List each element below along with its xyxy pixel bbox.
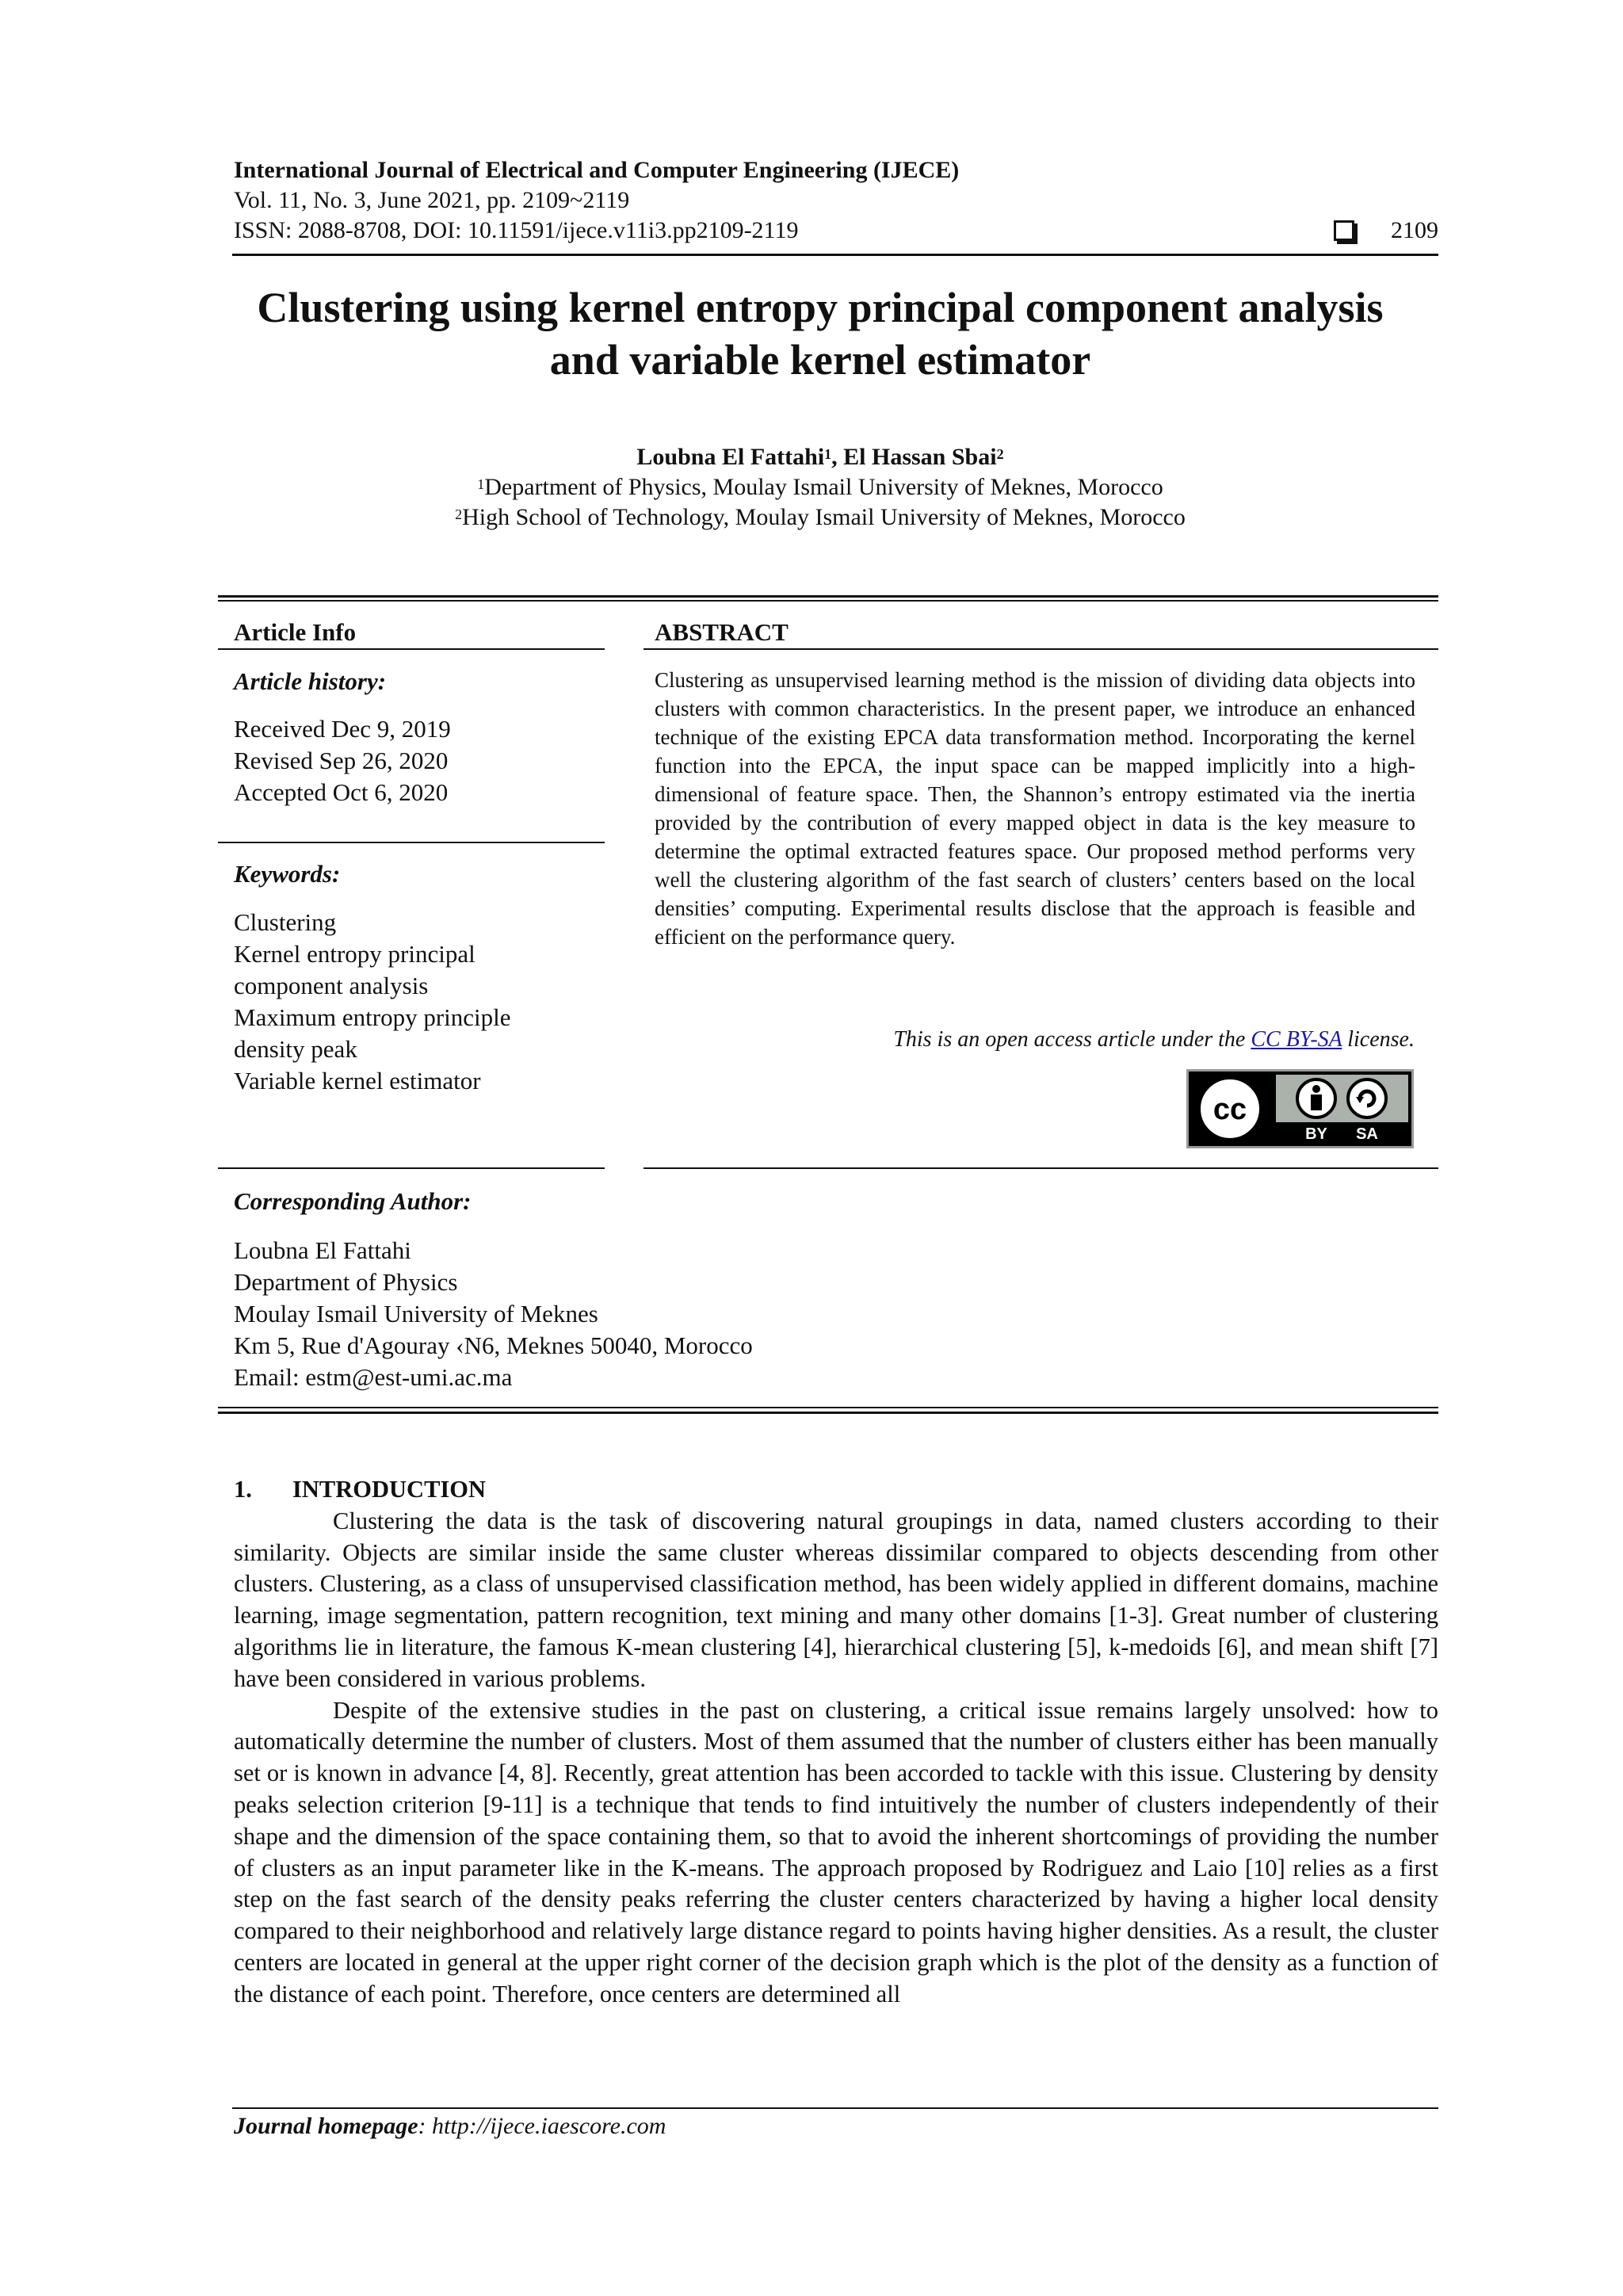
author-block [158,442,1482,533]
sa-label: SA [1356,1125,1378,1143]
affiliation-mark: 1 [477,476,485,492]
abstract-bottom-rule [643,1167,1438,1169]
affiliation-text: High School of Technology, Moulay Ismail University of Meknes, Morocco [462,504,1186,530]
corresponding-line: Email: estm@est-umi.ac.ma [234,1363,513,1391]
author-affiliation-mark: 1 [824,446,832,462]
affiliation [158,472,1482,502]
paper-title [158,281,1482,386]
title-line: Clustering using kernel entropy principal component analysis [257,284,1384,331]
abstract-rule [643,648,1438,650]
page-number: 2109 [1391,217,1438,243]
cc-license-icon [1189,1072,1411,1146]
corresponding-line: Km 5, Rue d'Agouray ‹N6, Meknes 50040, Morocco [234,1331,753,1359]
info-box-bottom-rule [218,1412,1438,1414]
cc-by-sa-badge[interactable] [1186,1069,1414,1148]
corresponding-author-label: Corresponding Author: [234,1187,472,1215]
info-box-top-rule [218,595,1438,598]
accepted-date: Accepted Oct 6, 2020 [234,778,449,806]
body-paragraph: Clustering the data is the task of discovering natural groupings in data, named clusters according to their similarity. Objects are similar inside the same cluster whereas dissimilar compared to objects descending from other clusters. Clustering, as a class of unsupervised classification method, has been widely applied in different domains, machine learning, image segmentation, pattern recognition, text mining and many other domains [1-3]. Great number of clustering algorithms lie in literature, the famous K-mean clustering [4], hierarchical clustering [5], k-medoids [6], and mean shift [7] have been considered in various problems. [234,1507,1438,1692]
open-access-text-end: license. [1342,1027,1415,1052]
info-box-bottom-rule-inner [218,1407,1438,1408]
corresponding-line: Department of Physics [234,1268,458,1296]
open-access-notice [893,1027,1415,1052]
square-bullet-icon [1334,220,1354,241]
keyword-item: Maximum entropy principle [234,1003,511,1031]
keyword-item: density peak [234,1035,357,1063]
keyword-item: Kernel entropy principal [234,940,475,968]
author-name: Loubna El Fattahi [636,444,825,470]
corresponding-author-details [234,1235,753,1393]
author-name: El Hassan Sbai [843,444,997,470]
corresponding-line: Loubna El Fattahi [234,1236,411,1264]
keywords-list [234,907,511,1097]
journal-issn-doi: ISSN: 2088-8708, DOI: 10.11591/ijece.v11i3.pp2109-2119 [234,217,799,243]
article-info-heading: Article Info [234,618,357,646]
title-line: and variable kernel estimator [549,336,1091,384]
footer-label: Journal homepage [234,2113,418,2139]
section-title: INTRODUCTION [292,1476,487,1503]
author-separator: , [831,444,844,470]
abstract-text: Clustering as unsupervised learning method is the mission of dividing data objects into clusters with common characteristics. In the present paper, we introduce an enhanced technique of the existing EPCA data transformation method. Incorporating the kernel function into the EPCA, the input space can be mapped implicitly into a high-dimensional of feature space. Then, the Shannon’s entropy estimated via the inertia provided by the contribution of every mapped object in data is the key measure to determine the optimal extracted features space. Our proposed method performs very well the clustering algorithm of the fast search of clusters’ centers based on the local densities’ computing. Experimental results disclose that the approach is feasible and efficient on the performance query. [655,668,1415,949]
article-info-rule [218,648,605,650]
info-box-top-rule-inner [218,600,1438,602]
author-names [158,442,1482,472]
journal-volume: Vol. 11, No. 3, June 2021, pp. 2109~2119 [234,187,630,213]
by-label: BY [1305,1125,1327,1143]
body-paragraph: Despite of the extensive studies in the past on clustering, a critical issue remains largely unsolved: how to automatically determine the number of clusters. Most of them assumed that the number of clusters either has been manually set or is known in advance [4, 8]. Recently, great attention has been accorded to tackle with this issue. Clustering by density peaks selection criterion [9-11] is a technique that tends to find intuitively the number of clusters independently of their shape and the dimension of the space containing them, so that to avoid the inherent shortcomings of providing the number of clusters as an input parameter like in the K-means. The approach proposed by Rodriguez and Laio [10] relies as a first step on the fast search of the density peaks referring the cluster centers characterized by having a higher local density compared to their neighborhood and relatively large distance regard to points having higher densities. As a result, the cluster centers are located in general at the upper right corner of the decision graph which is the plot of the density as a function of the distance of each point. Therefore, once centers are determined all [234,1696,1438,2008]
revised-date: Revised Sep 26, 2020 [234,747,449,774]
received-date: Received Dec 9, 2019 [234,715,451,743]
header-rule [232,254,1438,256]
introduction-section [234,1474,1438,2011]
affiliation-text: Department of Physics, Moulay Ismail University of Meknes, Morocco [484,474,1163,500]
article-history-list [234,713,451,808]
license-link[interactable]: CC BY-SA [1251,1027,1342,1052]
keywords-label: Keywords: [234,860,341,888]
footer-rule [232,2107,1438,2109]
keyword-item: Clustering [234,908,337,936]
page-footer [234,2113,666,2140]
journal-name: International Journal of Electrical and Computer Engineering (IJECE) [234,157,960,183]
author-affiliation-mark: 2 [996,446,1004,462]
abstract-heading: ABSTRACT [655,618,789,646]
journal-homepage-link[interactable]: http://ijece.iaescore.com [432,2113,666,2139]
cc-icon-label: cc [1212,1093,1247,1126]
footer-separator: : [418,2113,433,2139]
corresponding-line: Moulay Ismail University of Meknes [234,1300,598,1328]
keyword-item: component analysis [234,972,429,999]
article-history-label: Article history: [234,667,387,695]
affiliation [158,502,1482,533]
section-number: 1. [234,1476,252,1503]
journal-header [234,155,1438,246]
section-heading [234,1474,1438,1506]
affiliation-mark: 2 [455,506,463,522]
keyword-item: Variable kernel estimator [234,1067,481,1095]
article-info-bottom-rule [218,1167,605,1169]
keywords-rule [218,842,605,843]
open-access-text: This is an open access article under the [893,1027,1251,1052]
